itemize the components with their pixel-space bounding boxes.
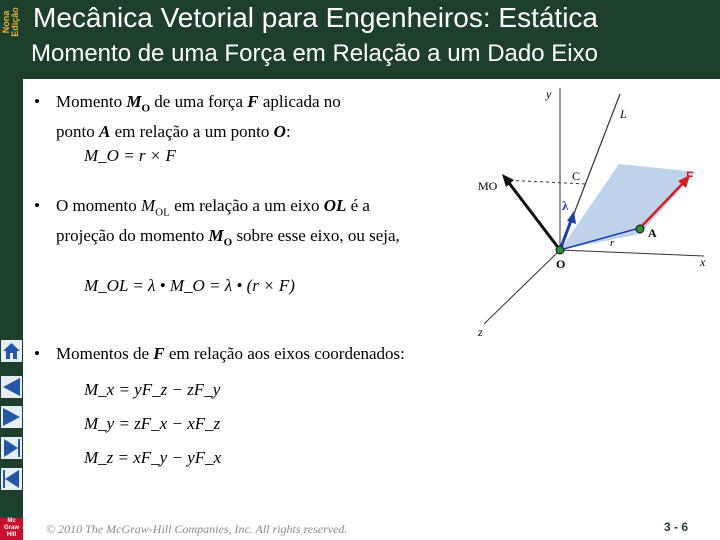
edition-label [0, 0, 23, 44]
first-icon[interactable] [1, 376, 22, 398]
equation-moment-point: M_O = r × F [84, 146, 176, 165]
label-o: O [556, 257, 566, 271]
label-mo: MO [478, 179, 498, 193]
plane-region [560, 164, 696, 250]
label-a: A [648, 226, 657, 240]
label-r: r [610, 237, 615, 249]
label-f: F [686, 169, 694, 183]
label-y: y [546, 87, 552, 101]
label-z: z [478, 325, 483, 339]
home-icon[interactable] [1, 340, 22, 362]
page-number: 3 - 6 [664, 520, 689, 534]
sidebar [0, 0, 23, 540]
bullet-moment-coords: • Momentos de F em relação aos eixos coordenados: [34, 344, 405, 363]
last-icon[interactable] [1, 468, 22, 490]
prev-icon[interactable] [1, 406, 22, 428]
equation-mz: M_z = xF_y − yF_x [84, 448, 222, 467]
label-lambda: λ [562, 198, 569, 213]
equation-my: M_y = zF_x − xF_z [84, 414, 221, 433]
edition-text: Nona Edição [1, 7, 20, 37]
point-a [636, 225, 644, 233]
label-x: x [700, 255, 706, 269]
x-axis [560, 250, 704, 256]
bullet-moment-point: • Momento $M_O$ de uma força F aplicada no ponto A em relação a um ponto O: [34, 92, 341, 142]
z-axis [484, 250, 560, 324]
bullet-moment-axis: • O momento $M_{OL}$ em relação a um eixo OL é a projeção do momento $M_O$ sobre esse eixo, ou seja, [34, 196, 400, 249]
label-c: C [572, 169, 581, 183]
equation-moment-axis: M_OL = λ • M_O = λ • (r × F) [84, 276, 295, 295]
page-title: Mecânica Vetorial para Engenheiros: Estática [33, 2, 598, 33]
publisher-logo: Mc Graw Hill [0, 518, 23, 540]
header-divider [23, 76, 720, 79]
header [23, 0, 720, 76]
moment-axis-figure [474, 84, 714, 340]
next-icon[interactable] [1, 437, 22, 459]
point-o [556, 246, 564, 254]
mo-vector [506, 179, 560, 250]
label-l: L [620, 107, 627, 121]
equation-mx: M_x = yF_z − zF_y [84, 380, 221, 399]
page-subtitle: Momento de uma Força em Relação a um Dado Eixo [31, 40, 598, 67]
copyright: © 2010 The McGraw-Hill Companies, Inc. All rights reserved. [46, 522, 348, 536]
